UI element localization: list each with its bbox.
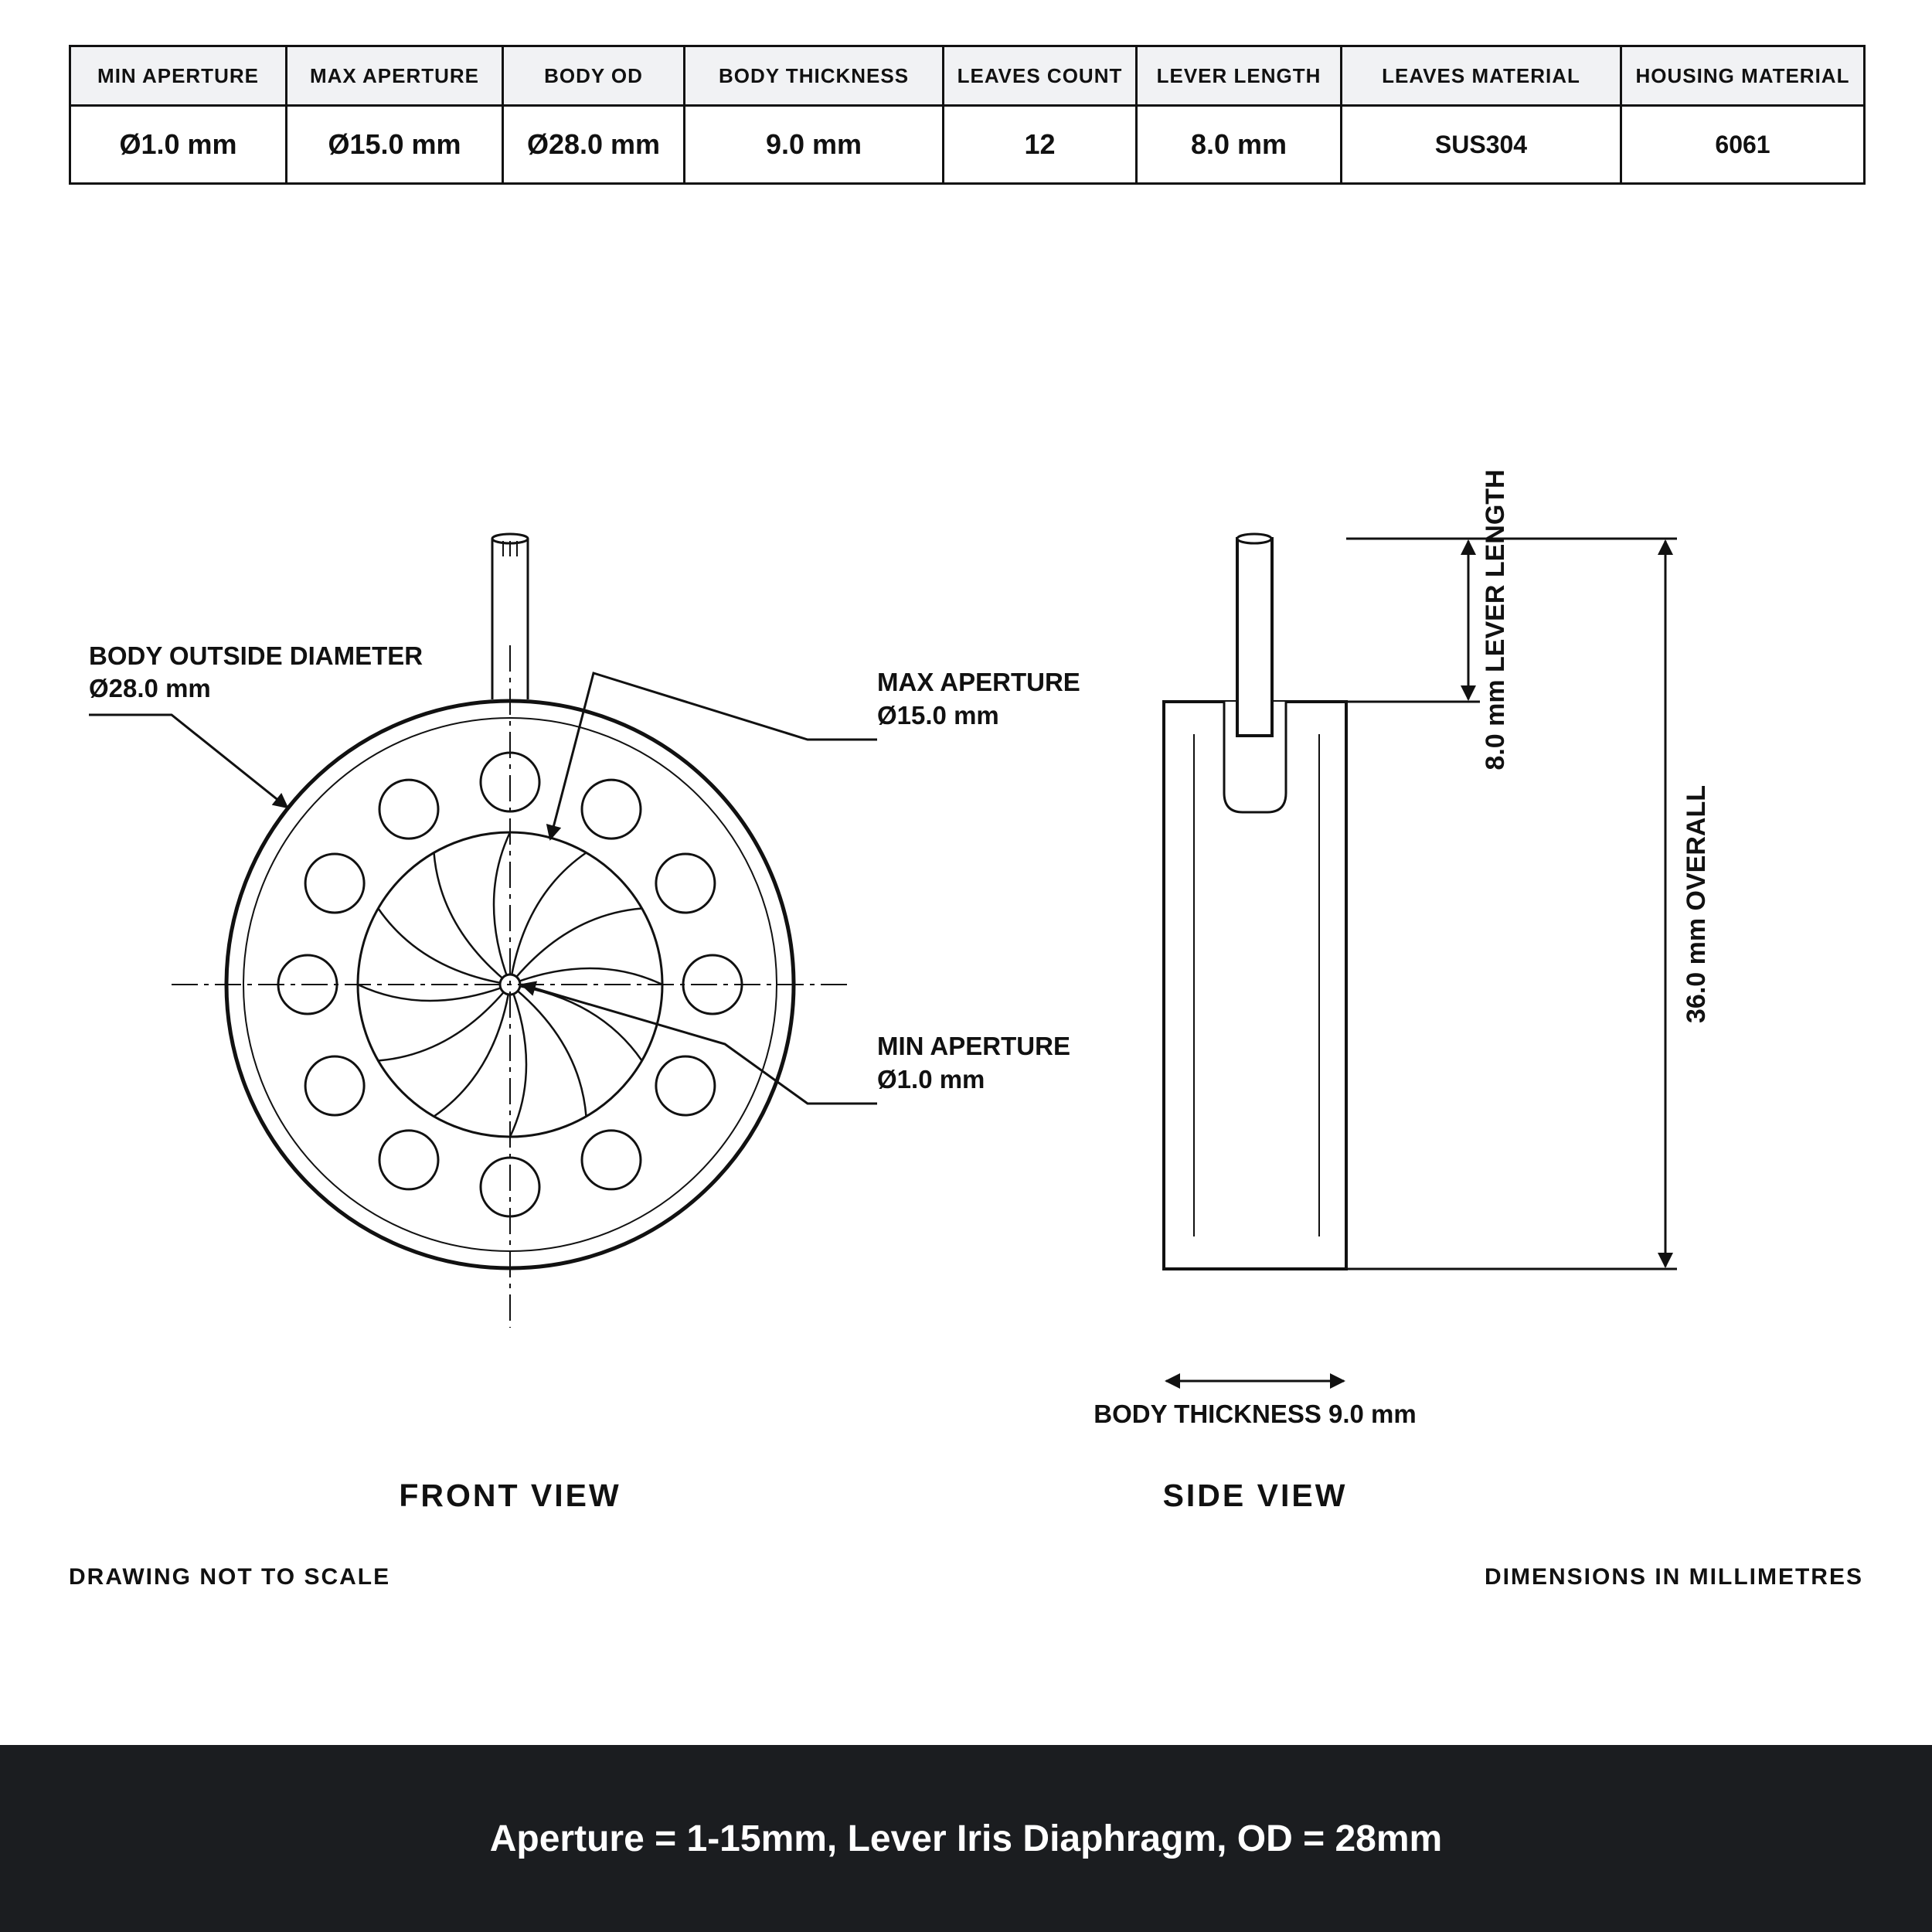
header-leaves-count: LEAVES COUNT [944, 46, 1137, 106]
max-aperture-value: Ø15.0 mm [877, 701, 999, 730]
value-leaves-material: SUS304 [1342, 106, 1621, 184]
header-min-aperture: MIN APERTURE [70, 46, 287, 106]
footer-caption: Aperture = 1-15mm, Lever Iris Diaphragm, OD = 28mm [489, 1818, 1443, 1859]
value-leaves-count: 12 [944, 106, 1137, 184]
side-lever-pin [1237, 534, 1272, 736]
mounting-hole [582, 1131, 641, 1189]
mounting-hole [305, 854, 364, 913]
mounting-hole [656, 1056, 715, 1115]
header-body-thickness: BODY THICKNESS [685, 46, 944, 106]
min-aperture-value: Ø1.0 mm [877, 1065, 985, 1094]
mounting-hole [305, 1056, 364, 1115]
header-max-aperture: MAX APERTURE [287, 46, 503, 106]
mounting-hole [379, 780, 438, 838]
scale-note: DRAWING NOT TO SCALE [69, 1564, 391, 1590]
side-view-title: SIDE VIEW [1162, 1478, 1348, 1513]
body-od-value: Ø28.0 mm [89, 674, 211, 702]
units-note: DIMENSIONS IN MILLIMETRES [1484, 1564, 1863, 1590]
max-aperture-label: MAX APERTURE [877, 668, 1080, 696]
overall-label: 36.0 mm OVERALL [1682, 785, 1711, 1023]
lever-length-label: 8.0 mm LEVER LENGTH [1481, 469, 1510, 770]
value-housing-material: 6061 [1621, 106, 1865, 184]
footer-bar [0, 1745, 1932, 1932]
value-body-od: Ø28.0 mm [503, 106, 685, 184]
body-od-label: BODY OUTSIDE DIAMETER [89, 641, 423, 670]
value-lever-length: 8.0 mm [1137, 106, 1342, 184]
min-aperture-label: MIN APERTURE [877, 1032, 1070, 1060]
front-view-title: FRONT VIEW [399, 1478, 621, 1513]
header-lever-length: LEVER LENGTH [1137, 46, 1342, 106]
mounting-hole [582, 780, 641, 838]
value-min-aperture: Ø1.0 mm [70, 106, 287, 184]
front-lever-pin [492, 534, 528, 699]
value-max-aperture: Ø15.0 mm [287, 106, 503, 184]
mounting-hole [656, 854, 715, 913]
header-leaves-material: LEAVES MATERIAL [1342, 46, 1621, 106]
header-housing-material: HOUSING MATERIAL [1621, 46, 1865, 106]
value-body-thickness: 9.0 mm [685, 106, 944, 184]
side-view [1164, 534, 1677, 1381]
mounting-hole [379, 1131, 438, 1189]
body-od-leader [89, 715, 287, 808]
body-thickness-label: BODY THICKNESS 9.0 mm [1094, 1400, 1417, 1428]
header-body-od: BODY OD [503, 46, 685, 106]
